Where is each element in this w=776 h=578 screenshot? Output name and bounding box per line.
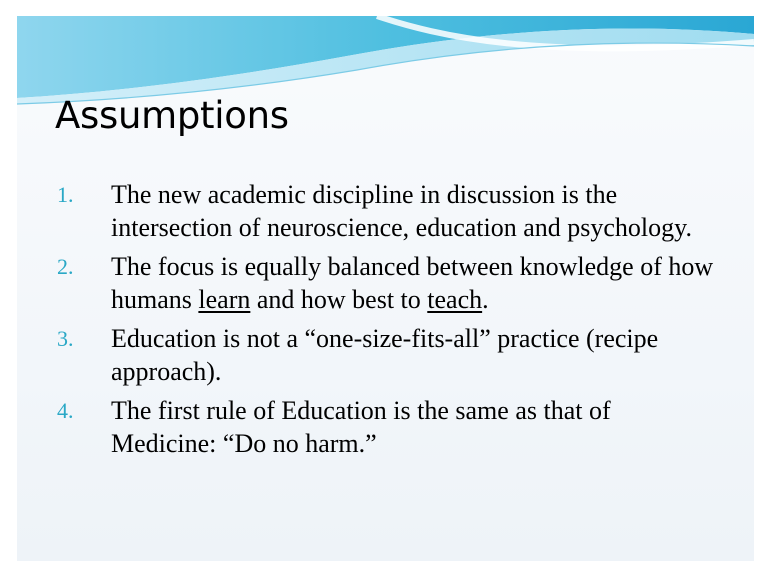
list-number: 1.: [57, 182, 74, 207]
assumption-list: [57, 178, 717, 466]
list-number: 4.: [57, 398, 74, 423]
list-item: [57, 394, 717, 460]
slide: [17, 16, 754, 561]
underlined-word-teach: teach: [427, 285, 483, 314]
list-item-text: [111, 178, 717, 244]
text-segment: The new academic discipline in discussion is the intersection of neuroscience, education and psychology.: [111, 180, 692, 242]
text-segment: The focus is equally balanced between knowledge of how humans: [111, 252, 714, 314]
text-segment: .: [482, 285, 489, 314]
list-item: [57, 250, 717, 316]
list-number: 2.: [57, 254, 74, 279]
list-item: [57, 178, 717, 244]
slide-title: Assumptions: [55, 94, 289, 137]
underlined-word-learn: learn: [198, 285, 251, 314]
list-item-text: [111, 250, 717, 316]
list-item: [57, 322, 717, 388]
list-item-text: [111, 322, 717, 388]
text-segment: Education is not a “one-size-fits-all” practice (recipe approach).: [111, 324, 659, 386]
list-item-text: [111, 394, 717, 460]
text-segment: The first rule of Education is the same as that of Medicine: “Do no harm.”: [111, 396, 611, 458]
text-segment: and how best to: [250, 285, 428, 314]
list-number: 3.: [57, 326, 74, 351]
